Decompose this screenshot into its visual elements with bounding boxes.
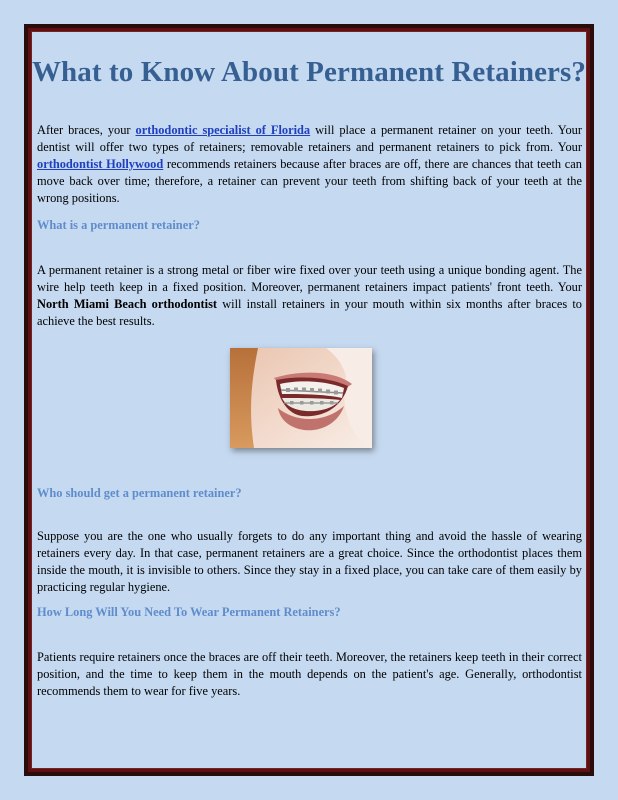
definition-paragraph bbox=[37, 262, 582, 330]
section-heading-block-3 bbox=[37, 604, 582, 621]
smile-braces-image bbox=[230, 348, 372, 448]
intro-text-3: recommends retainers because after braces are off, there are chances that teeth can move back over time; therefore, a retainer can prevent your teeth from shifting back of your teeth at the wrong positions. bbox=[37, 157, 582, 205]
page-title: What to Know About Permanent Retainers? bbox=[31, 56, 587, 88]
section-heading-block-2 bbox=[37, 485, 582, 502]
orthodontist-hollywood-link[interactable]: orthodontist Hollywood bbox=[37, 157, 164, 171]
section-heading-block-1 bbox=[37, 217, 582, 234]
candidate-paragraph: Suppose you are the one who usually forgets to do any important thing and avoid the hassle of wearing retainers every day. In that case, permanent retainers are a great choice. Since the orthodontist places them inside the mouth, it is invisible to others. Since they stay in a fixed place, you can take care of them easily by practicing regular hygiene. bbox=[37, 529, 582, 594]
section-heading-who-should: Who should get a permanent retainer? bbox=[37, 486, 242, 500]
candidate-paragraph-block bbox=[37, 528, 582, 596]
intro-text-1: After braces, your bbox=[37, 123, 136, 137]
intro-paragraph bbox=[37, 122, 582, 207]
definition-text-1: A permanent retainer is a strong metal or fiber wire fixed over your teeth using a unique bonding agent. The wire help teeth keep in a fixed position. Moreover, permanent retainers impact patients' front teeth. Your bbox=[37, 263, 582, 294]
teeth-braces-photo bbox=[230, 348, 372, 448]
intro-text-2: will place a permanent retainer on your teeth. Your dentist will offer two types of retainers; removable retainers and permanent retainers to pick from. Your bbox=[37, 123, 582, 154]
duration-paragraph-block bbox=[37, 649, 582, 700]
duration-paragraph: Patients require retainers once the braces are off their teeth. Moreover, the retainers keep teeth in their correct position, and the time to keep them in the mouth depends on the patient's age. Generally, orthodontist recommends them to wear for five years. bbox=[37, 650, 582, 698]
section-heading-what-is: What is a permanent retainer? bbox=[37, 218, 200, 232]
north-miami-orthodontist-bold: North Miami Beach orthodontist bbox=[37, 297, 218, 311]
definition-paragraph-block bbox=[37, 262, 582, 330]
definition-text-2: will install retainers in your mouth within six months after braces to achieve the best results. bbox=[37, 297, 582, 328]
intro-paragraph-block bbox=[37, 122, 582, 207]
orthodontic-specialist-link[interactable]: orthodontic specialist of Florida bbox=[135, 123, 311, 137]
section-heading-how-long: How Long Will You Need To Wear Permanent Retainers? bbox=[37, 605, 341, 619]
